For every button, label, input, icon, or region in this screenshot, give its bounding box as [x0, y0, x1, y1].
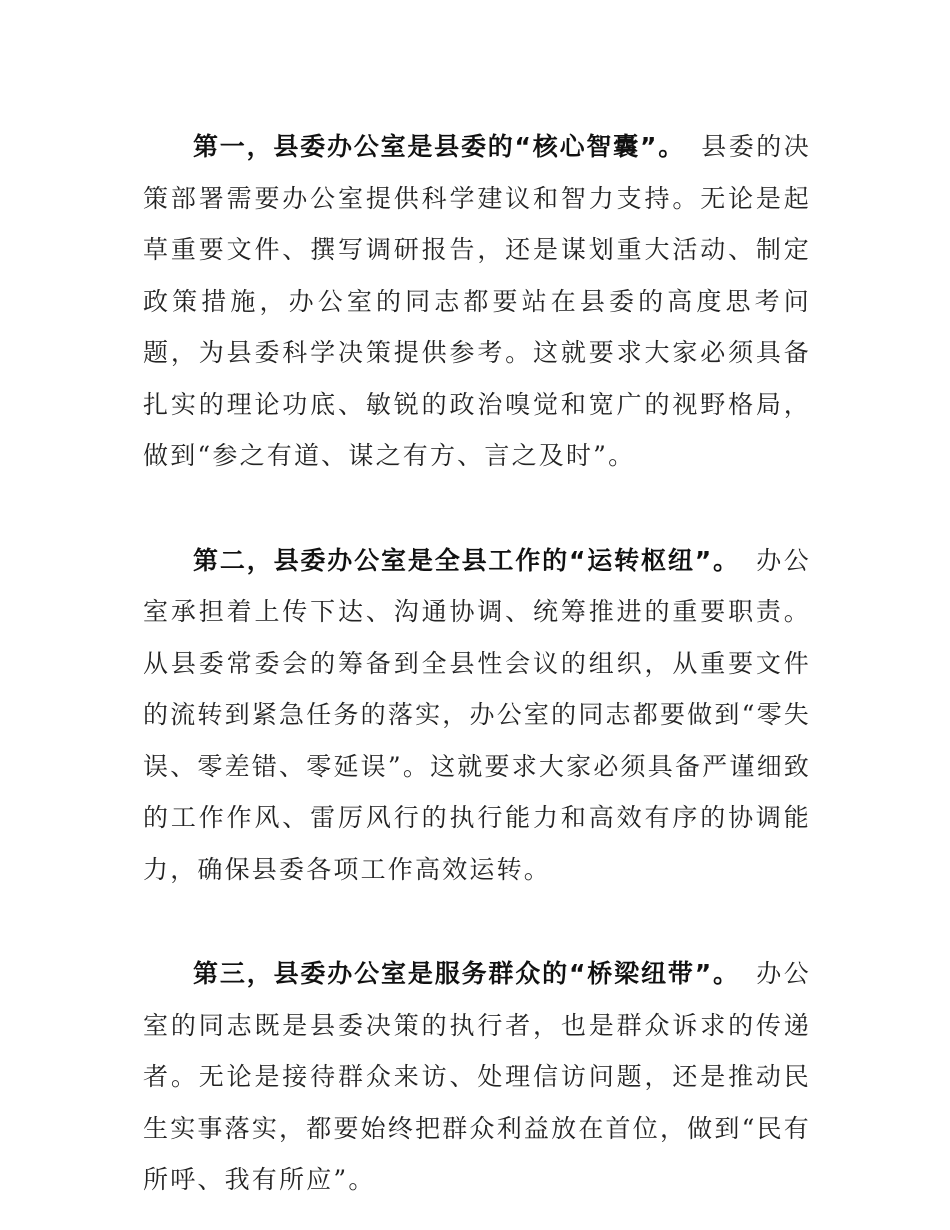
- paragraph-1-heading: 第一，县委办公室是县委的“核心智囊”。: [193, 132, 685, 161]
- paragraph-1: [143, 121, 811, 482]
- document-body: [143, 121, 811, 1206]
- paragraph-2: [143, 535, 811, 896]
- paragraph-2-heading: 第二，县委办公室是全县工作的“运转枢纽”。: [193, 545, 740, 575]
- paragraph-2-text: 办公室承担着上传下达、沟通协调、统筹推进的重要职责。从县委常委会的筹备到全县性会议的组织，从重要文件的流转到紧急任务的落实，办公室的同志都要做到“零失误、零差错、零延误”。这就要求大家必须具备严谨细致的工作作风、雷厉风行的执行能力和高效有序的协调能力，确保县委各项工作高效运转。: [143, 545, 811, 884]
- paragraph-3: [143, 948, 811, 1206]
- paragraph-1-text: 县委的决策部署需要办公室提供科学建议和智力支持。无论是起草重要文件、撰写调研报告，还是谋划重大活动、制定政策措施，办公室的同志都要站在县委的高度思考问题，为县委科学决策提供参考。这就要求大家必须具备扎实的理论功底、敏锐的政治嗅觉和宽广的视野格局，做到“参之有道、谋之有方、言之及时”。: [143, 132, 811, 470]
- paragraph-3-text: 办公室的同志既是县委决策的执行者，也是群众诉求的传递者。无论是接待群众来访、处理信访问题，还是推动民生实事落实，都要始终把群众利益放在首位，做到“民有所呼、我有所应”。: [143, 959, 811, 1194]
- paragraph-3-heading: 第三，县委办公室是服务群众的“桥梁纽带”。: [193, 959, 740, 988]
